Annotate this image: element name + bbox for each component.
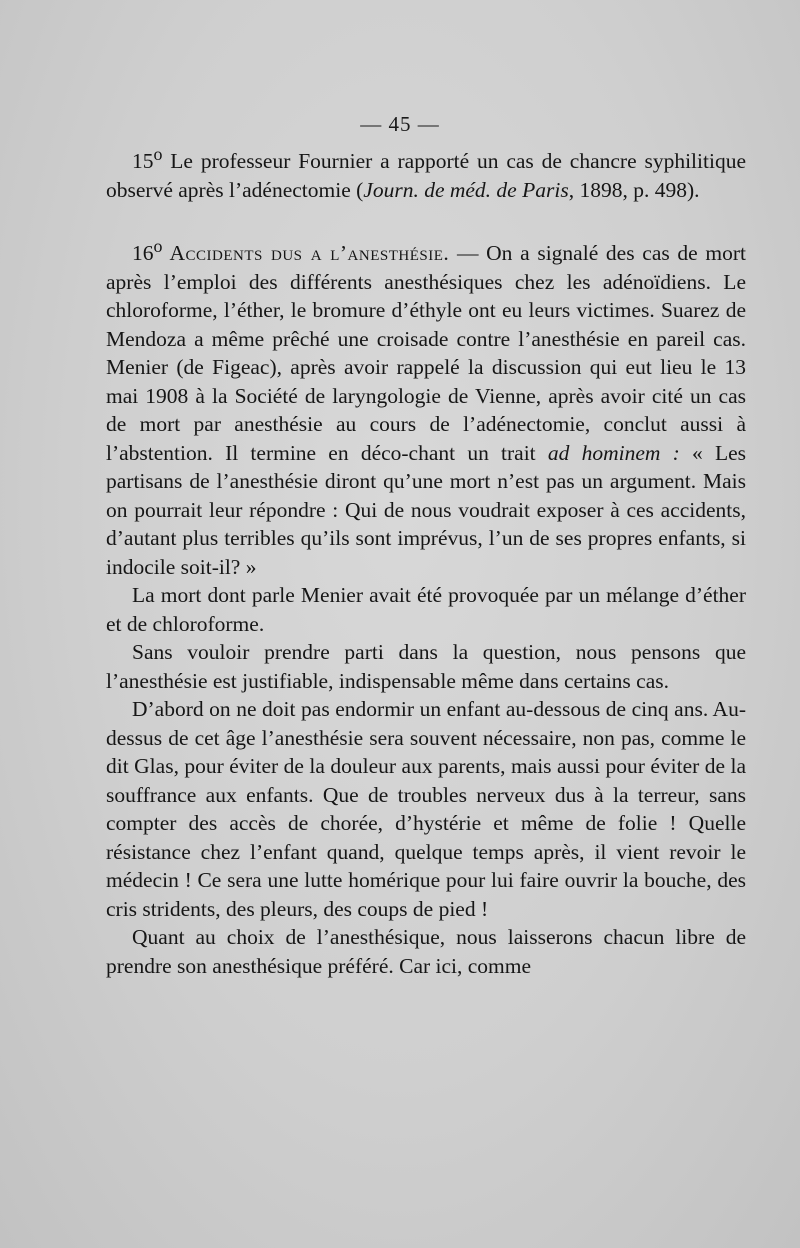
paragraph-15: 15$^o$ Le professeur Fournier a rapporté un cas de chancre syphilitique observé après l’adénectomie (Journ. de méd. de Paris, 1898, p. 498). (106, 144, 746, 202)
citation-title: Journ. de méd. de Paris (363, 177, 569, 202)
item-number: 15 (132, 149, 154, 174)
paragraph-16: 16$^o$ Accidents dus a l’anesthésie. — On a signalé des cas de mort après l’emploi des différents anesthésiques chez les adénoïdiens. Le chloroforme, l’éther, le bromure d’éthyle ont eu leurs victimes. Suarez de Mendoza a même prêché une croisade contre l’anesthésie en pareil cas. Menier (de Figeac), après avoir rappelé la discussion qui eut lieu le 13 mai 1908 à la Société de laryngologie de Vienne, après avoir cité un cas de mort par anesthésie au cours de l’adénectomie, conclut aussi à l’abstention. Il termine en déco-chant un trait ad hominem : « Les partisans de l’anesthésie diront qu’une mort n’est pas un argument. Mais on pourrait leur répondre : Qui de nous voudrait exposer à ces accidents, d’autant plus terribles qu’ils sont imprévus, l’un de ses propres enfants, si indocile soit-il? » (106, 236, 747, 579)
item-number-superscript: o (153, 236, 163, 257)
item-number: 16 (132, 241, 154, 266)
item-number-superscript: o (153, 144, 163, 164)
body-text (106, 140, 746, 980)
italic-phrase: ad hominem : (547, 440, 680, 465)
paragraph: Sans vouloir prendre parti dans la question, nous pensons que l’anesthésie est justifiable, indispensable même dans certains cas. (106, 640, 746, 693)
page-number: — 45 — (360, 112, 440, 136)
paragraph: La mort dont parle Menier avait été provoquée par un mélange d’éther et de chloroforme. (106, 583, 746, 636)
paragraph: Quant au choix de l’anesthésique, nous laisserons chacun libre de prendre son anesthésique préféré. Car ici, comme (106, 925, 746, 978)
paragraph: D’abord on ne doit pas endormir un enfant au-dessous de cinq ans. Au-dessus de cet âge l’anesthésie sera souvent nécessaire, non pas, comme le dit Glas, pour éviter de la douleur aux parents, mais aussi pour éviter de la souffrance aux enfants. Que de troubles nerveux dus à la terreur, sans compter des accès de chorée, d’hystérie et même de folie ! Quelle résistance chez l’enfant quand, quelque temps après, il vient revoir le médecin ! Ce sera une lutte homérique pour lui faire ouvrir la bouche, des cris stridents, des pleurs, des coups de pied ! (106, 697, 746, 921)
section-heading: Accidents dus a l’anesthésie. (162, 241, 450, 266)
